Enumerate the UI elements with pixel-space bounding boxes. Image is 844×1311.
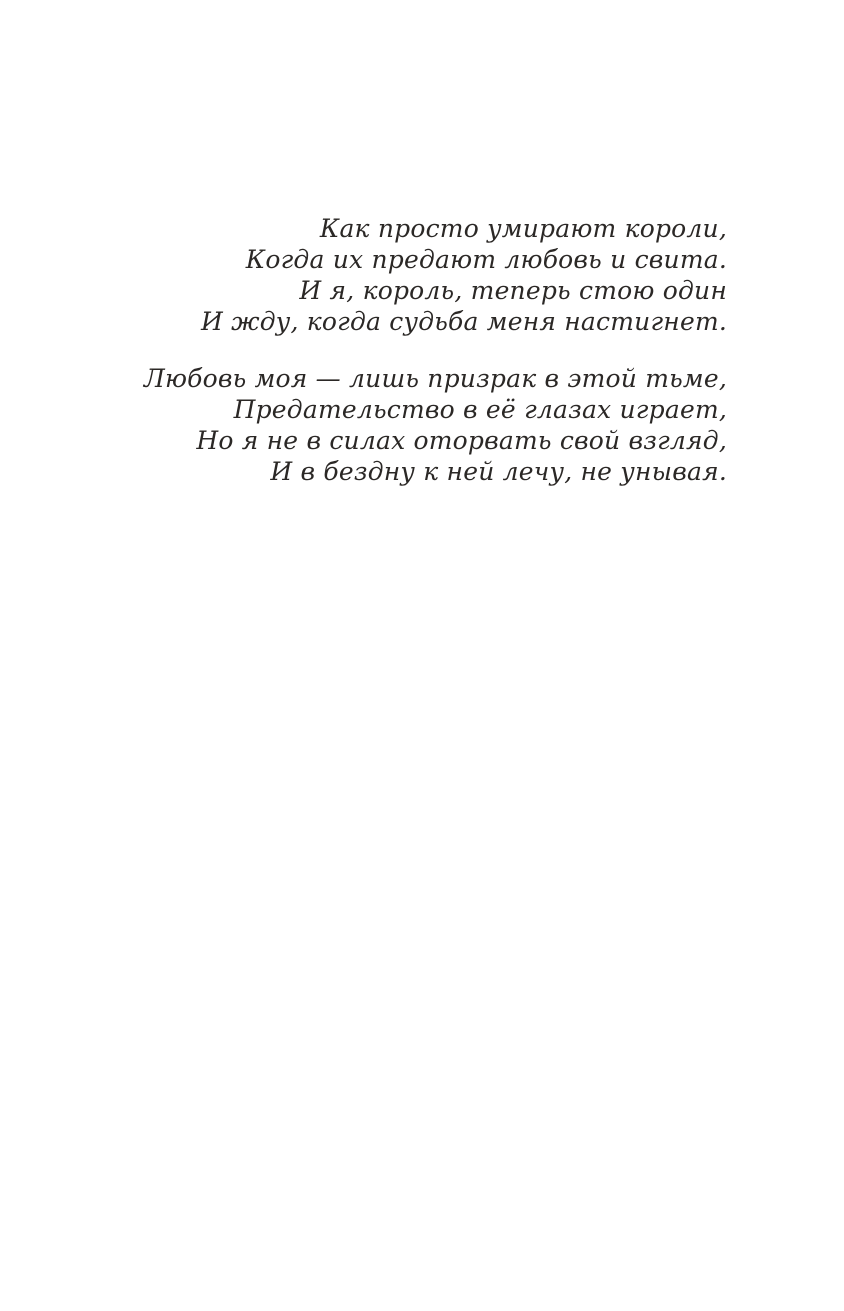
poem-line: И я, король, теперь стою один <box>299 276 727 305</box>
poem-line: Предательство в её глазах играет, <box>233 395 727 424</box>
poem-line: И в бездну к ней лечу, не унывая. <box>270 457 727 486</box>
stanza <box>100 213 727 337</box>
poem-line: Когда их предают любовь и свита. <box>245 245 727 274</box>
poem-line: Но я не в силах оторвать свой взгляд, <box>196 426 727 455</box>
poem <box>100 213 727 487</box>
poem-line: Как просто умирают короли, <box>319 214 727 243</box>
poem-line: Любовь моя — лишь призрак в этой тьме, <box>143 364 727 393</box>
stanza <box>100 363 727 487</box>
poem-line: И жду, когда судьба меня настигнет. <box>200 307 727 336</box>
